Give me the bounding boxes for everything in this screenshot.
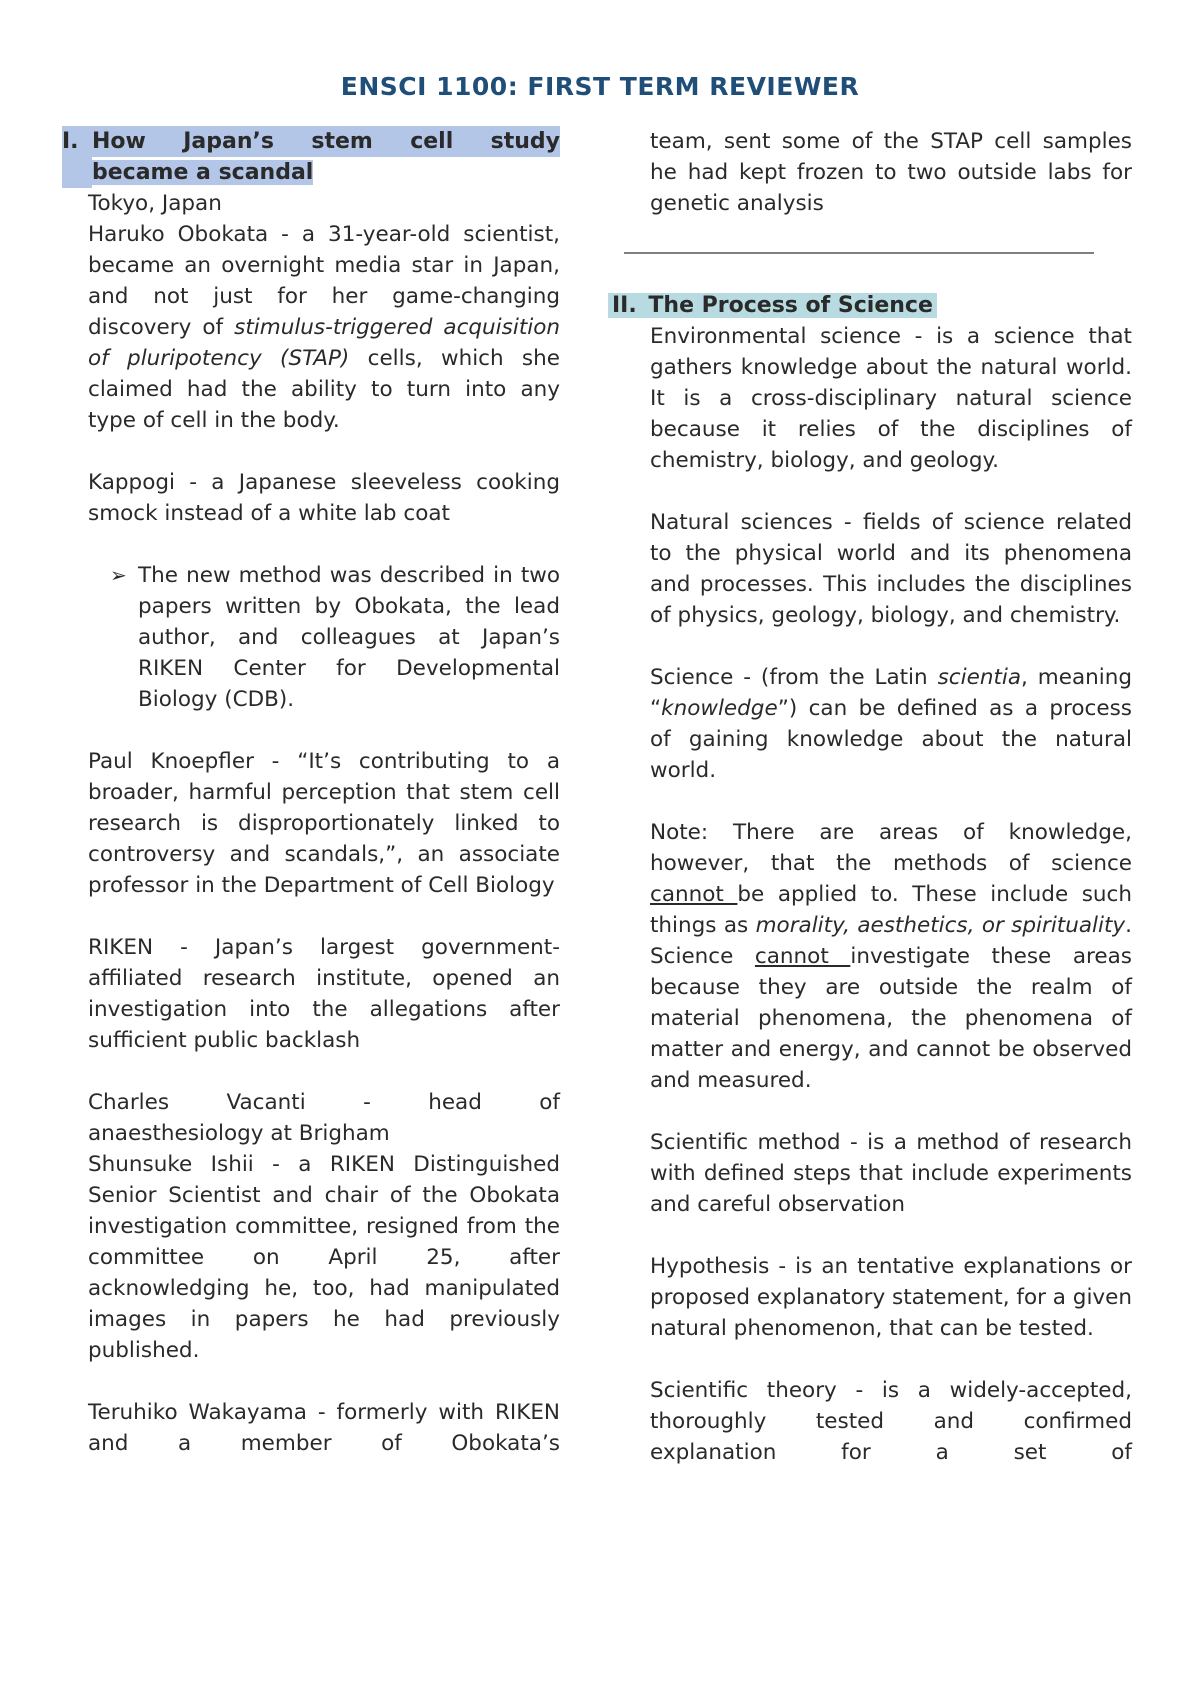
vacanti-line2: anaesthesiology at Brigham	[88, 1121, 390, 1146]
obokata-paragraph	[88, 219, 560, 436]
note-italic-terms: morality, aesthetics, or spirituality	[755, 913, 1126, 938]
note-text-2: be applied to. These include such things as	[650, 882, 1133, 938]
note-text-4: investigate these areas because they are outside the realm of material phenomena, the phenomena of matter and energy, and cannot be observed and measured.	[650, 944, 1132, 1093]
cannot-underlined-2: cannot	[754, 944, 851, 969]
riken-paragraph: RIKEN - Japan’s largest government-affiliated research institute, opened an investigation into the allegations after sufficient public backlash	[88, 935, 560, 1053]
science-text-3: ”) can be defined as a process of gaining knowledge about the natural world.	[650, 696, 1132, 783]
left-column	[62, 126, 561, 1459]
bullet-item	[88, 560, 560, 715]
obokata-text-end: cells, which she claimed had the ability to turn into any type of cell in the body.	[88, 346, 560, 433]
hypothesis-paragraph: Hypothesis - is an tentative explanations or proposed explanatory statement, for a given natural phenomenon, that can be tested.	[650, 1254, 1132, 1341]
science-paragraph	[650, 662, 1132, 786]
science-text-1: Science - (from the Latin	[650, 665, 938, 690]
arrow-bullet-icon: ➢	[110, 563, 127, 587]
section1-number: I.	[62, 126, 92, 188]
knoepfler-paragraph: Paul Knoepfler - “It’s contributing to a broader, harmful perception that stem cell research is disproportionately linked to controversy and scandals,”, an associate professor in the Department of Cell Biology	[88, 749, 560, 898]
wakayama-paragraph-start: Teruhiko Wakayama - formerly with RIKEN and a member of Obokata’s	[88, 1400, 560, 1456]
location-text: Tokyo, Japan	[88, 191, 222, 216]
bullet-text: The new method was described in two papers written by Obokata, the lead author, and colleagues at Japan’s RIKEN Center for Developmental Biology (CDB).	[138, 563, 560, 712]
stap-term: stimulus-triggered acquisition of pluripotency (STAP)	[88, 315, 561, 371]
section2-number: II.	[612, 293, 637, 318]
note-text-1: Note: There are areas of knowledge, however, that the methods of science	[650, 820, 1132, 876]
section2-heading-text	[608, 293, 937, 318]
document-title: ENSCI 1100: FIRST TERM REVIEWER	[340, 72, 860, 101]
obokata-text-start: Haruko Obokata - a 31-year-old scientist, became an overnight media star in Japan, and not just for her game-changing discovery of	[88, 222, 560, 340]
section2-heading	[608, 290, 1132, 321]
right-column	[612, 126, 1133, 1468]
cannot-underlined-1: cannot	[650, 882, 738, 907]
knowledge-term: knowledge	[661, 696, 778, 721]
ishii-paragraph: Shunsuke Ishii - a RIKEN Distinguished Senior Scientist and chair of the Obokata investigation committee, resigned from the committee on April 25, after acknowledging he, too, had manipulated images in papers he had previously published.	[88, 1152, 560, 1363]
kappogi-paragraph: Kappogi - a Japanese sleeveless cooking smock instead of a white lab coat	[88, 470, 560, 526]
note-paragraph	[650, 817, 1132, 1096]
envsci-paragraph: Environmental science - is a science that gathers knowledge about the natural world. It is a cross-disciplinary natural science because it relies of the disciplines of chemistry, biology, and geology.	[650, 324, 1132, 473]
theory-paragraph: Scientific theory - is a widely-accepted, thoroughly tested and confirmed explanation for a set of	[650, 1378, 1132, 1465]
section1-heading	[62, 126, 560, 188]
wakayama-paragraph-continued: team, sent some of the STAP cell samples he had kept frozen to two outside labs for genetic analysis	[650, 129, 1132, 216]
section2-title: The Process of Science	[648, 293, 933, 318]
section1-heading-line1: How Japan’s stem cell study	[92, 126, 560, 157]
latin-term: scientia	[937, 665, 1022, 690]
natsci-paragraph: Natural sciences - fields of science related to the physical world and its phenomena and processes. This includes the disciplines of physics, geology, biology, and chemistry.	[650, 510, 1132, 628]
science-text-2: , meaning “	[650, 665, 1133, 721]
vacanti-line1: Charles Vacanti - head of	[88, 1090, 560, 1115]
section1-heading-line2: became a scandal	[92, 160, 314, 185]
note-text-3: . Science	[650, 913, 1132, 969]
method-paragraph: Scientific method - is a method of research with defined steps that include experiments and careful observation	[650, 1130, 1132, 1217]
